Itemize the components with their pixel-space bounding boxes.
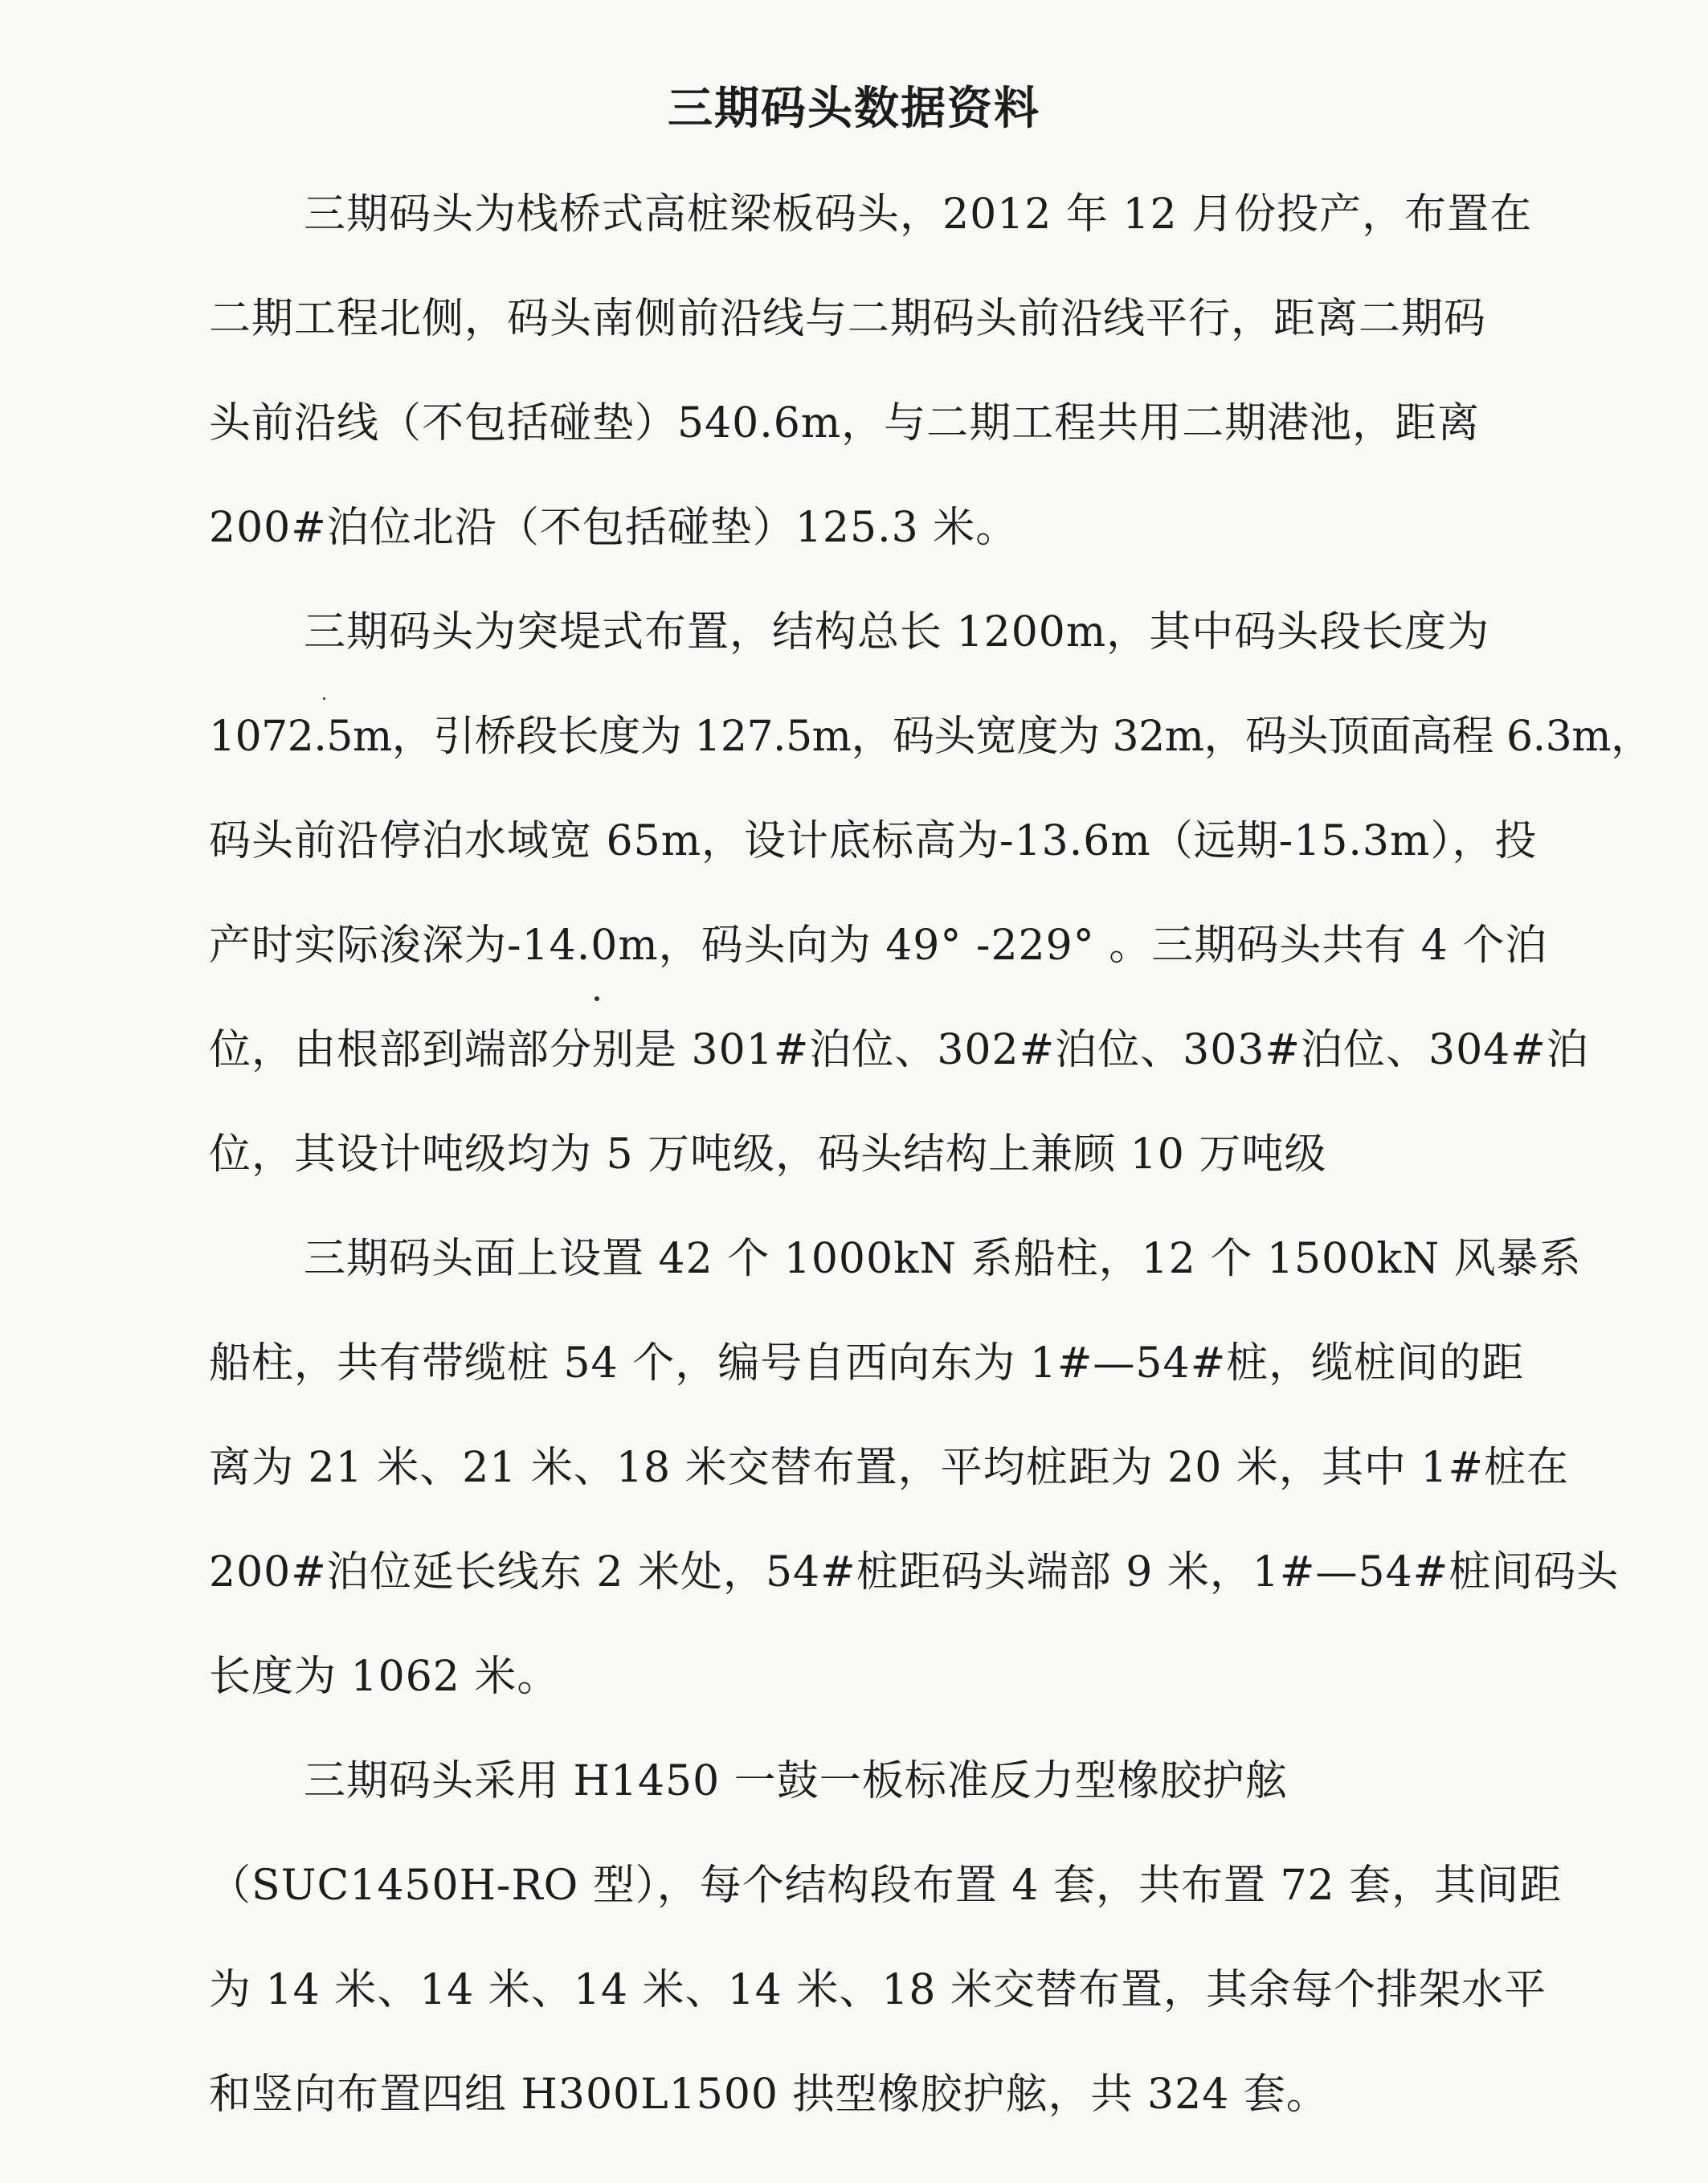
text-line: 200#泊位延长线东 2 米处，54#桩距码头端部 9 米，1#—54#桩间码头	[209, 1548, 1620, 1596]
text-line: 位，由根部到端部分别是 301#泊位、302#泊位、303#泊位、304#泊	[209, 1026, 1589, 1074]
text-line: 离为 21 米、21 米、18 米交替布置，平均桩距为 20 米，其中 1#桩在	[209, 1444, 1570, 1492]
text-line: 产时实际浚深为-14.0m，码头向为 49° -229° 。三期码头共有 4 个泊	[209, 922, 1548, 970]
text-line: 1072.5m，引桥段长度为 127.5m，码头宽度为 32m，码头顶面高程 6.3m，	[209, 713, 1653, 761]
text-line: 三期码头采用 H1450 一鼓一板标准反力型橡胶护舷	[304, 1757, 1288, 1805]
text-line: 长度为 1062 米。	[209, 1653, 560, 1701]
document-title: 三期码头数据资料	[668, 82, 1040, 135]
text-line: 头前沿线（不包括碰垫）540.6m，与二期工程共用二期港池，距离	[209, 399, 1481, 448]
text-line: 200#泊位北沿（不包括碰垫）125.3 米。	[209, 504, 1019, 552]
text-line: 和竖向布置四组 H300L1500 拱型橡胶护舷，共 324 套。	[209, 2071, 1329, 2119]
text-line: （SUC1450H-RO 型），每个结构段布置 4 套，共布置 72 套，其间距	[209, 1862, 1563, 1910]
text-line: 三期码头为突堤式布置，结构总长 1200m，其中码头段长度为	[304, 608, 1490, 656]
text-line: 三期码头面上设置 42 个 1000kN 系船柱，12 个 1500kN 风暴系	[304, 1235, 1582, 1283]
text-line: 码头前沿停泊水域宽 65m，设计底标高为-13.6m（远期-15.3m），投	[209, 817, 1538, 865]
scan-speck	[323, 697, 325, 700]
text-line: 为 14 米、14 米、14 米、14 米、18 米交替布置，其余每个排架水平	[209, 1966, 1547, 2014]
text-line: 位，其设计吨级均为 5 万吨级，码头结构上兼顾 10 万吨级	[209, 1130, 1327, 1179]
scan-speck	[595, 996, 599, 1001]
text-line: 二期工程北侧，码头南侧前沿线与二期码头前沿线平行，距离二期码	[209, 295, 1487, 343]
text-line: 三期码头为栈桥式高桩梁板码头，2012 年 12 月份投产，布置在	[304, 190, 1533, 239]
text-line: 船柱，共有带缆桩 54 个，编号自西向东为 1#—54#桩，缆桩间的距	[209, 1339, 1525, 1388]
